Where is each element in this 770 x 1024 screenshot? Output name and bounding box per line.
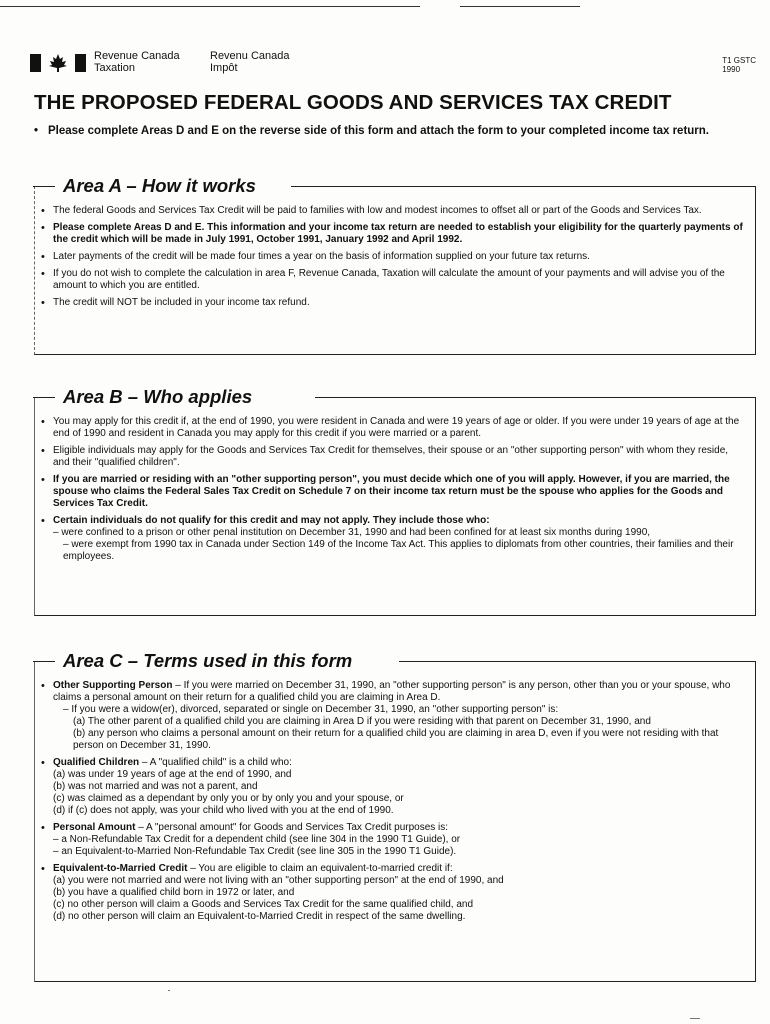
sub-item: (b) was not married and was not a parent, and xyxy=(53,781,258,792)
list-item xyxy=(41,515,747,563)
instruction xyxy=(34,124,754,139)
sub-item: (a) was under 19 years of age at the end of 1990, and xyxy=(53,769,292,780)
list-item: • Eligible individuals may apply for the Goods and Services Tax Credit for themselves, their spouse or an "other supporting person" with whom they reside, and their "qualified children". xyxy=(41,445,747,469)
list-item xyxy=(41,863,747,923)
sub-item: – were exempt from 1990 tax in Canada under Section 149 of the Income Tax Act. This applies to diplomats from other countries, their families and their employees. xyxy=(63,539,734,562)
list-item xyxy=(41,680,747,752)
page-title: THE PROPOSED FEDERAL GOODS AND SERVICES TAX CREDIT xyxy=(34,91,672,114)
canada-flag-icon xyxy=(30,52,86,74)
list-item xyxy=(41,822,747,858)
instruction-text: Please complete Areas D and E on the reverse side of this form and attach the form to your completed income tax return. xyxy=(48,125,709,137)
list-item xyxy=(41,757,747,817)
list-item xyxy=(41,474,747,510)
term-definition: – A "personal amount" for Goods and Services Tax Credit purposes is: xyxy=(135,822,449,833)
term: Personal Amount xyxy=(53,822,136,833)
dept-en-line2: Taxation xyxy=(94,62,135,74)
area-b-heading: Area B – Who applies xyxy=(63,386,253,407)
sub-item: (a) you were not married and were not living with an "other supporting person" at the end of 1990, and xyxy=(53,875,504,886)
scan-line xyxy=(460,6,580,7)
list-item xyxy=(41,222,747,246)
term: Qualified Children xyxy=(53,757,140,768)
term: Equivalent-to-Married Credit xyxy=(53,863,188,874)
sub-item: (a) The other parent of a qualified child you are claiming in Area D if you were residing with that parent on December 31, 1990, and xyxy=(73,716,651,727)
sub-item: – were confined to a prison or other penal institution on December 31, 1990 and had been confined for at least six months during 1990, xyxy=(53,527,651,538)
bullet: • xyxy=(34,125,39,137)
sub-item: – an Equivalent-to-Married Non-Refundable Tax Credit (see line 305 in the 1990 T1 Guide). xyxy=(53,846,457,857)
dept-fr-line2: Impôt xyxy=(210,62,238,74)
scan-speck xyxy=(690,1018,700,1019)
sub-item: – a Non-Refundable Tax Credit for a dependent child (see line 304 in the 1990 T1 Guide), or xyxy=(53,834,461,845)
dept-fr-line1: Revenu Canada xyxy=(210,50,290,62)
list-item-text: If you are married or residing with an "other supporting person", you must decide which one of you will apply. However, if you are married, the spouse who claims the Federal Sales Tax Credit on Schedule 7 on their income tax return must be the spouse who applies for the Goods and Services Tax Credit. xyxy=(53,474,730,509)
area-a xyxy=(34,175,756,355)
scan-line xyxy=(0,6,420,7)
list-item: • The credit will NOT be included in your income tax refund. xyxy=(41,297,747,309)
area-c xyxy=(34,650,756,982)
dept-en-line1: Revenue Canada xyxy=(94,50,180,62)
term-definition: – If you were married on December 31, 1990, an "other supporting person" is any person, other than you or your spouse, who claims a personal amount on their return for a qualified child you are claiming in Area D. xyxy=(53,680,731,703)
area-c-heading: Area C – Terms used in this form xyxy=(63,650,353,671)
form-code: T1 GSTC xyxy=(722,56,756,65)
list-item-text: Please complete Areas D and E. This information and your income tax return are needed to establish your eligibility for the quarterly payments of the credit which will be made in July 1991, October 1991, January 1992 and April 1992. xyxy=(53,222,743,245)
sub-item: (c) was claimed as a dependant by only you or by only you and your spouse, or xyxy=(53,793,404,804)
term-definition: – A "qualified child" is a child who: xyxy=(139,757,292,768)
list-item: • You may apply for this credit if, at the end of 1990, you were resident in Canada and were 19 years of age or older. If you were under 19 years of age at the end of 1990 and resident in Canada you may apply for this credit if you were married or a parent. xyxy=(41,416,747,440)
form-header xyxy=(30,50,756,80)
area-c-body xyxy=(41,680,747,928)
term-definition: – You are eligible to claim an equivalent-to-married credit if: xyxy=(187,863,453,874)
area-b-body xyxy=(41,416,747,568)
department-name-french xyxy=(210,50,290,74)
sub-item: – If you were a widow(er), divorced, separated or single on December 31, 1990, an "other supporting person" is: xyxy=(63,704,559,715)
scan-speck xyxy=(168,990,170,991)
area-a-body xyxy=(41,205,747,314)
sub-item: (b) any person who claims a personal amount on their return for a qualified child you are claiming in area D, even if you were not residing with that person on December 31, 1990. xyxy=(73,728,719,751)
sub-item: (b) you have a qualified child born in 1972 or later, and xyxy=(53,887,295,898)
sub-item: (d) if (c) does not apply, was your child who lived with you at the end of 1990. xyxy=(53,805,394,816)
area-b xyxy=(34,386,756,616)
list-item: • Later payments of the credit will be made four times a year on the basis of information supplied on your future tax returns. xyxy=(41,251,747,263)
sub-item: (d) no other person will claim an Equivalent-to-Married Credit in respect of the same dwelling. xyxy=(53,911,466,922)
term: Other Supporting Person xyxy=(53,680,173,691)
list-item-lead: Certain individuals do not qualify for this credit and may not apply. They include those who: xyxy=(53,515,490,526)
list-item: • The federal Goods and Services Tax Credit will be paid to families with low and modest incomes to offset all or part of the Goods and Services Tax. xyxy=(41,205,747,217)
department-name-english xyxy=(94,50,180,74)
sub-item: (c) no other person will claim a Goods and Services Tax Credit for the same qualified child, and xyxy=(53,899,474,910)
form-year: 1990 xyxy=(722,65,741,74)
form-identifier xyxy=(722,56,756,74)
area-a-heading: Area A – How it works xyxy=(63,175,256,196)
list-item: • If you do not wish to complete the calculation in area F, Revenue Canada, Taxation will calculate the amount of your payments and will advise you of the amount to which you are entitled. xyxy=(41,268,747,292)
